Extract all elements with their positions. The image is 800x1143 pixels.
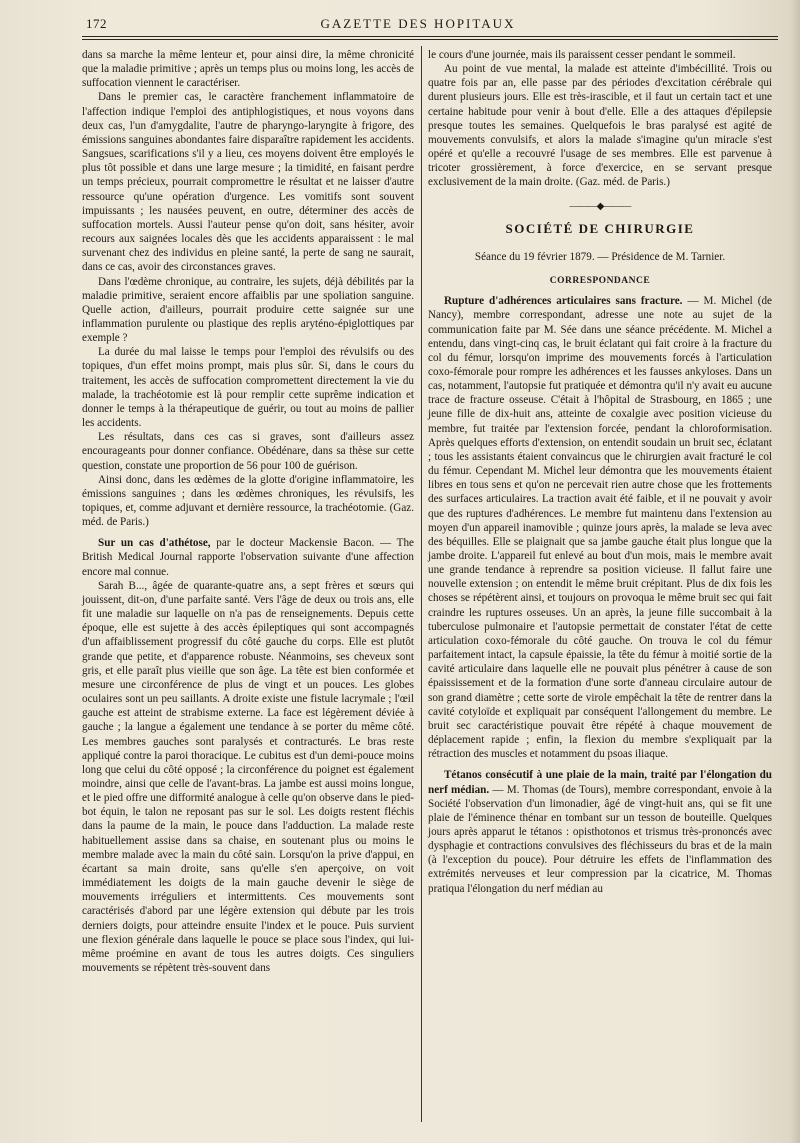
paragraph: Sarah B..., âgée de quarante-quatre ans, a sept frères et sœurs qui jouissent, dit-on, d'une parfaite santé. Vers l'âge de deux ou trois ans, elle fit une maladie sur laquelle on n'a pas de renseignements. Depuis cette époque, elle est sujette à des accès épileptiques qui sont accompagnés d'un affaiblissement progressif du côté gauche du corps. Elle est plutôt grande que petite, et d'apparence robuste. Néanmoins, ses cheveux sont gris, et elle paraît plus vieille que son âge. La tête est bien conformée et mesure une circonférence de plus de vingt et un pouces. Les globes oculaires sont un peu saillants. A droite existe une fistule lacrymale ; l'œil gauche est atteint de strabisme externe. La face est légèrement déviée à gauche ; la langue a également une tendance à se porter du même côté. Les membres gauches sont paralysés et contracturés. Le bras reste appliqué contre la paroi thoracique. Le cubitus est d'un demi-pouce moins long que celui du côté opposé ; la circonférence du poignet est également moindre, ainsi que celle de l'avant-bras. La jambe est aussi moins longue, et le pied offre une difformité analogue à celle qu'on observe dans le pied-bot équin, le talon ne reposant pas sur le sol. Les doigts restent fléchis dans la paume de la main, le pouce dans l'adduction. La malade reste habituellement assise dans sa chaise, en soutenant plus ou moins le membre malade avec la main du côté sain. Lorsqu'on la prive d'appui, en écartant sa main droite, sans qu'elle s'en aperçoive, on voit immédiatement les doigts de la main gauche devenir le siège de mouvements irréguliers et intermittents. Ces mouvements sont caractérisés d'abord par une légère extension qui débute par les trois derniers doigts, pour atteindre ensuite l'index et le pouce. Puis survient une flexion générale dans laquelle le pouce se place sous l'index, qui lui-même proémine en avant de tous les autres doigts. Ces singuliers mouvements se répètent très-souvent dans: [82, 579, 414, 974]
article-heading-rupture: Rupture d'adhérences articulaires sans fracture.: [444, 295, 683, 308]
article-intro-text: par le docteur Mackensie Bacon. — The British Medical Journal rapporte l'observation suivante d'une affection encore mal connue.: [82, 537, 414, 578]
article-heading-tetanos: Tétanos consécutif à une plaie de la main, traité par l'élongation du nerf médian.: [428, 769, 772, 796]
column-divider: [421, 46, 422, 1122]
ornament-rule: ———◆———: [569, 200, 631, 212]
paragraph: Ainsi donc, dans les œdèmes de la glotte d'origine inflammatoire, les émissions sanguines ; dans les œdèmes chroniques, les révulsifs, les topiques, et, comme adjuvant et dernière ressource, la trachéotomie. (Gaz. méd. de Paris.): [82, 473, 414, 529]
spacer: [82, 529, 414, 536]
journal-title: GAZETTE DES HOPITAUX: [320, 16, 516, 31]
running-head: [58, 14, 778, 34]
article-text: — M. Michel (de Nancy), membre correspondant, adresse une note au sujet de la communication faite par M. Sée dans une séance précédente. M. Michel a entendu, dans vingt-cinq cas, le bruit éclatant qui fait croire à la fracture du col du fémur, lorsqu'on imprime des mouvements forcés à l'articulation coxo-fémorale pour rompre les adhérences et les fausses ankyloses. Dans un cas, notamment, l'autopsie fut pratiquée et démontra qu'il n'y avait eu aucune trace de fracture osseuse. C'était à l'hôpital de Strasbourg, en 1865 ; une jeune fille de dix-huit ans, atteinte de coxalgie avec position vicieuse du membre, fut traitée par l'extension forcée, pendant la chloroformisation. Après quelques efforts d'extension, on entendit soudain un bruit sec, éclatant ; tous les assistants étaient convaincus que le chirurgien avait fracturé le col du fémur. Cependant M. Michel leur démontra que les mouvements étaient libres en tous sens et qu'on ne percevait rien autre chose que les frottements des surfaces articulaires. La traction avait été faible, et il ne pouvait y avoir que des ruptures d'adhérences. Le membre fut maintenu dans l'extension au moyen d'un appareil inamovible ; quinze jours après, la malade se leva avec des béquilles. Elle se plaignait que sa jambe gauche était plus longue que la jambe droite. L'appareil fut enlevé au bout d'un mois, mais le membre avait une grande tendance à reprendre sa position vicieuse. Il fallut faire une nouvelle extension ; on entendit le même bruit crépitant. Plus de dix fois les choses se répétèrent ainsi, et toujours on provoqua le même bruit sec qui fait craindre les ruptures osseuses. Un an après, la jeune fille succombait à la tuberculose pulmonaire et l'autopsie permettait de constater l'état de cette articulation coxo-fémorale du côté gauche. On trouva le col du fémur parfaitement intact, la capsule épaissie, la tête du fémur à moitié sortie de la cavité articulaire dans laquelle elle ne pouvait plus pénétrer à cause de son épaississement et de la formation d'une sorte d'anneau circulaire autour de son grand diamètre ; cette sorte de virole empêchait la tête de rentrer dans la cavité cotyloïde et expliquait par conséquent l'allongement du membre. Le bruit sec caractéristique pouvait être répété à chaque mouvement de déplacement rapide ; enfin, la flexion du membre s'expliquait par la rétraction des muscles et notamment du psoas iliaque.: [428, 295, 772, 761]
left-column: [82, 48, 414, 975]
article-text: — M. Thomas (de Tours), membre correspondant, envoie à la Société l'observation d'un limonadier, âgé de vingt-huit ans, qui se fit une plaie de l'éminence thénar en tombant sur un tesson de bouteille. Quelques jours après apparut le tétanos : opisthotonos et trismus très-prononcés avec dysphagie et contractions convulsives des fléchisseurs du bras et de la main (à l'exception du pouce). Pour détruire les effets de l'inflammation des extrémités nerveuses et leur compression par la cicatrice, M. Thomas pratiqua l'élongation du nerf médian au: [428, 783, 772, 895]
article-heading-athetose: Sur un cas d'athétose,: [98, 537, 211, 550]
article-intro: [82, 536, 414, 578]
right-column: [428, 48, 772, 896]
correspondance-heading: CORRESPONDANCE: [549, 276, 651, 287]
paragraph: le cours d'une journée, mais ils paraissent cesser pendant le sommeil.: [428, 49, 736, 61]
paragraph: Dans le premier cas, le caractère franchement inflammatoire de l'affection indique l'emploi des antiphlogistiques, et nous voyons dans deux cas, l'un d'amygdalite, l'autre de pharyngo-laryngite à frigore, des émissions sanguines abondantes faire disparaître rapidement les accidents. Sangsues, scarifications s'il y a lieu, ces moyens doivent être employés le plus tôt possible et dans une large mesure ; la timidité, en faisant perdre un temps précieux, pourrait compromettre le résultat et ne laisser d'autre ressource qu'une opération d'urgence. Les vomitifs sont souvent impuissants ; les nausées peuvent, en outre, déterminer des accès de suffocation mortels. Aussi l'auteur pense qu'on doit, sans hésiter, avoir recours aux saignées locales dès que les accidents apparaissent : le mal survenant chez des individus en pleine santé, la perte de sang ne saurait, dans ce cas, avoir des circonstances graves.: [82, 91, 414, 274]
seance-line: Séance du 19 février 1879. — Présidence de M. Tarnier.: [474, 250, 726, 263]
article-tetanos: [428, 768, 772, 895]
page-edge: [790, 0, 800, 1143]
paragraph: La durée du mal laisse le temps pour l'emploi des révulsifs ou des topiques, d'un effet moins prompt, mais plus sûr. Si, dans le cours du traitement, les accès de suffocation compromettent directement la vie du malade, la trachéotomie est là pour remplir cette suprême indication et donner le temps à la thérapeutique de guérir, ou tout au moins de pallier les accidents.: [82, 346, 414, 430]
page-number: 172: [86, 16, 107, 31]
paragraph: Au point de vue mental, la malade est atteinte d'imbécillité. Trois ou quatre fois par an, elle passe par des périodes d'excitation cérébrale qui durent plusieurs jours. Elle est très-irascible, et il faut un certain tact et une certaine habitude pour venir à bout d'elle. Elle a des attaques d'épilepsie presque toutes les semaines. Quelquefois le bras paralysé est agité de mouvements convulsifs, et alors la malade s'imagine qu'un miracle s'est opéré et qu'elle a recouvré l'usage de ses membres. Elle est parvenue à tricoter grossièrement, à force d'exercice, en se servant presque exclusivement de la main droite. (Gaz. méd. de Paris.): [428, 63, 772, 189]
section-title: SOCIÉTÉ DE CHIRURGIE: [505, 220, 695, 236]
paragraph: Dans l'œdème chronique, au contraire, les sujets, déjà débilités par la maladie primitive, seraient encore affaiblis par une spoliation sanguine. Quelle action, d'ailleurs, pourrait produire cette saignée sur une inflammation purulente ou plastique des replis aryténo-épiglottiques par exemple ?: [82, 275, 414, 345]
header-rule: [82, 36, 778, 40]
paragraph: Les résultats, dans ces cas si graves, sont d'ailleurs assez encourageants pour donner confiance. Obédénare, dans sa thèse sur cette question, constate une proportion de 56 pour 100 de guérison.: [82, 431, 414, 472]
spacer: [428, 761, 772, 768]
article-rupture: [428, 294, 772, 761]
paragraph: dans sa marche la même lenteur et, pour ainsi dire, la même chronicité que la maladie primitive ; après un temps plus ou moins long, les accès de suffocation viennent le caractériser.: [82, 49, 414, 90]
